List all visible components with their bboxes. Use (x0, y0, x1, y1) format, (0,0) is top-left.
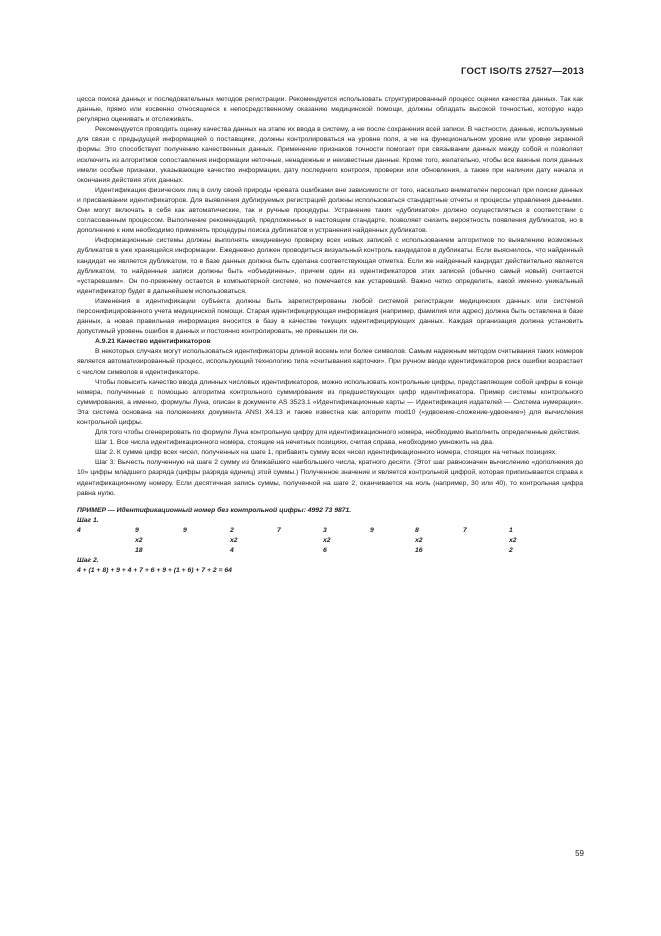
product: 18 (135, 547, 143, 555)
section-heading: А.9.21 Качество идентификаторов (95, 338, 211, 346)
sum-formula: 4 + (1 + 8) + 9 + 4 + 7 + 6 + 9 + (1 + 6) + 7 + 2 = 64 (77, 567, 232, 575)
digit: 9 (370, 526, 374, 534)
digit: 7 (463, 526, 467, 534)
example-block (77, 506, 583, 577)
digit: 4 (77, 526, 81, 534)
paragraph: Для того чтобы сгенерировать по формуле Луна контрольную цифру для идентификационного номера, необходимо выполнить определенные действия. (95, 429, 581, 437)
paragraph: цесса поиска данных и последовательных методов регистрации. Рекомендуется использовать структурированный процесс оценки качества данных. Так как данные, прямо или косвенно относящиеся к непосредственному оказанию медицинской помощи, должны обладать высокой точностью, которую надо регулярно оценивать и отслеживать. (77, 96, 583, 124)
digit: 8 (415, 526, 419, 534)
multiplier-row (77, 536, 583, 546)
digit: 2 (230, 526, 234, 534)
paragraph: В некоторых случаях могут использоваться идентификаторы длиной восемь или более символов. Самым надежным методом считывания таких номеров является автоматизированный процесс, использующий технологию типа «считывания карточки». При ручном вводе идентификаторов риск ошибки возрастает с числом символов в идентификаторе. (77, 348, 583, 376)
step-2-paragraph: Шаг 2. К сумме цифр всех чисел, полученных на шаге 1, прибавить сумму всех чисел идентификационного номера, стоящих на четных позициях. (95, 449, 558, 457)
example-title: ПРИМЕР — Идентификационный номер без контрольной цифры: 4992 73 9871. (77, 506, 352, 514)
digit: 7 (277, 526, 281, 534)
paragraph: Информационные системы должны выполнять ежедневную проверку всех новых записей с использованием алгоритмов по выявлению возможных дубликатов в уже хранящейся информации. Ежедневно должен проводиться визуальный контроль кандидатов в дубликаты. Если выяснилось, что найденный кандидат не является дубликатом, то в базе данных должна быть сделана соответствующая отметка. Если же найденный кандидат действительно является дубликатом, то найденные записи должны быть «объединены», причем один из идентификаторов этих записей (обычно самый новый) считается «устаревшим». Он по-прежнему остается в компьютерной системе, но помечается как устаревший. Важно четко определить, какой именно уникальный идентификатор будет в дальнейшем использоваться. (77, 237, 583, 295)
step-1-paragraph: Шаг 1. Все числа идентификационного номера, стоящие на нечетных позициях, считая справа, необходимо умножить на два. (95, 439, 494, 447)
paragraph: Чтобы повысить качество ввода длинных числовых идентификаторов, можно использовать контрольные цифры, представляющие собой цифры в конце номера, полученные с помощью алгоритма контрольного суммирования из предшествующих цифр идентификатора. Пример системы контрольного суммирования, а именно, формулы Луна, описан в документе AS 3523.1 «Идентификационные карты — Идентификация издателей — Система нумерации». Эта система основана на положениях документа ANSI X4.13 и также известна как алгоритм mod10 («удвоение-сложение-удвоение») для вычисления контрольной цифры. (77, 378, 583, 426)
document-code: ГОСТ ISO/TS 27527—2013 (461, 66, 584, 77)
digit: 3 (323, 526, 327, 534)
paragraph: Идентификация физических лиц в силу своей природы чревата ошибками вне зависимости от того, насколько внимателен персонал при поиске данных и присваивании идентификаторов. Для выявления дублируемых регистраций должны использоваться стандартные отчеты и процессы управления данными. Они могут включать в себя как автоматические, так и ручные процедуры. Устранение таких «дубликатов» должно осуществляться в соответствии с согласованным процессом. Выполнение рекомендаций, предложенных в настоящем стандарте, позволяет снизить вероятность появления дубликатов, но в дополнение к ним необходимо применять процедуры поиска дубликатов и устранения найденных дубликатов. (77, 186, 583, 235)
digits-row (77, 526, 583, 536)
product: 6 (323, 547, 327, 555)
page-number: 59 (575, 849, 584, 858)
step-3-paragraph: Шаг 3: Вычесть полученную на шаге 2 сумму из ближайшего наибольшего числа, кратного десяти. (Этот шаг равнозначен вычислению «дополнения до 10» цифры младшего разряда (цифры разряда единиц) этой суммы.) Полученное значение и является контрольной цифрой, которая приписывается справа к идентификационному номеру. Если десятичная запись суммы, полученной на шаге 2, оканчивается на ноль (например, 30 или 40), то контрольная цифра равна нулю. (77, 459, 583, 497)
digit: 9 (135, 526, 139, 534)
paragraph: Рекомендуется проводить оценку качества данных на этапе их ввода в систему, а не после сохранения всей записи. В частности, данные, используемые для связи с предыдущей информацией о поставщике, должны контролироваться на уровне поля, а не на функциональном уровне или уровне экранной формы. Это способствует получению качественных данных. Применение признаков точности помогает при связывании данных между собой и позволяет исключить из алгоритмов сопоставления информации неточные, ненадежные и неизвестные данные. Кроме того, желательно, чтобы все важные поля данных имели особые признаки, указывающие качество информации, дату последнего контроля, проверки или обновления, а также при наличии дату начала и окончания действия этих данных. (77, 126, 583, 184)
digit: 1 (509, 526, 513, 534)
document-body (77, 95, 583, 576)
multiplier: x2 (323, 537, 331, 545)
digit: 9 (183, 526, 187, 534)
multiplier: x2 (509, 537, 517, 545)
multiplier: x2 (415, 537, 423, 545)
example-step-2-label: Шаг 2. (77, 557, 99, 565)
product: 16 (415, 547, 423, 555)
product: 2 (509, 547, 513, 555)
products-row (77, 546, 583, 556)
multiplier: x2 (135, 537, 143, 545)
paragraph: Изменения в идентификации субъекта должны быть зарегистрированы любой системой регистрации медицинских данных или системой персонифицированного учета медицинской помощи. Старая идентифицирующая информация (например, фамилия или адрес) должна быть оставлена в базе данных, а новая правильная информация вносится в базу в качестве текущих идентифицирующих данных. Каждая организация должна установить допустимый уровень ошибок в данных и постоянно контролировать, не превышен ли он. (77, 297, 583, 336)
example-step-1-label: Шаг 1. (77, 516, 99, 524)
product: 4 (230, 547, 234, 555)
multiplier: x2 (230, 537, 238, 545)
